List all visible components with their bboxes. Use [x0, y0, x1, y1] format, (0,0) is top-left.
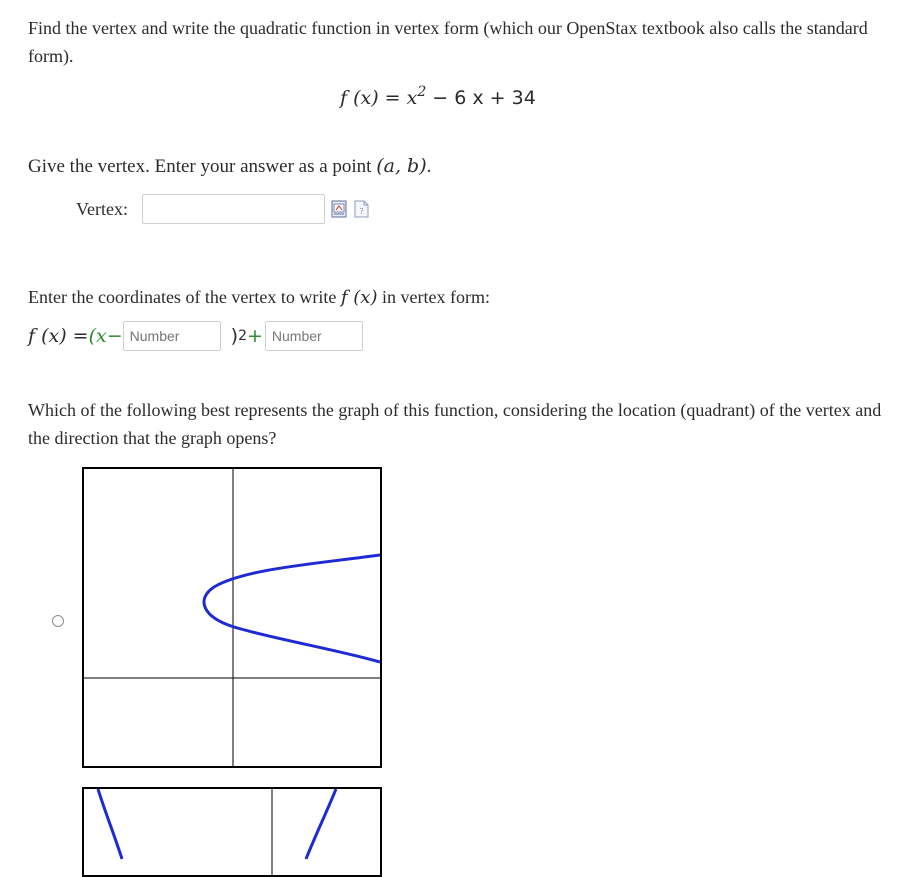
function-lhs: f (x) = x [340, 87, 418, 109]
vertex-answer-row [76, 194, 369, 224]
h-input[interactable] [123, 321, 221, 351]
preview-icon[interactable] [331, 200, 347, 218]
option-1-graph-svg [84, 469, 380, 766]
vertex-input[interactable] [142, 194, 325, 224]
option-1-radio[interactable] [52, 615, 64, 627]
svg-text:?: ? [359, 207, 364, 216]
vertex-form-lhs: f (x) = [28, 325, 89, 347]
vertex-form-exponent: 2 [238, 328, 247, 344]
vertex-form-close: ) [230, 325, 239, 347]
vertex-prompt-end: . [426, 156, 432, 177]
option-2-graph[interactable] [82, 787, 382, 877]
coords-prompt-text: Enter the coordinates of the vertex to write [28, 287, 341, 307]
vertex-prompt-text: Give the vertex. Enter your answer as a point [28, 156, 377, 177]
option-2-curve-left [98, 789, 122, 859]
option-2-graph-svg [84, 789, 380, 875]
function-equation [340, 76, 536, 115]
option-1-curve [204, 555, 380, 662]
vertex-form-row [28, 320, 363, 352]
question-intro: Find the vertex and write the quadratic function in vertex form (which our OpenStax textbook also calls the standard form). [28, 18, 868, 66]
coords-prompt-math: f (x) [340, 287, 378, 308]
vertex-form-paren: (x− [88, 325, 123, 347]
vertex-form-plus: + [246, 325, 263, 347]
function-rhs: − 6 x + 34 [426, 87, 536, 109]
help-icon[interactable] [353, 200, 369, 218]
coords-prompt-end: in vertex form: [377, 287, 490, 307]
coords-prompt [28, 283, 888, 312]
function-exponent: 2 [417, 84, 427, 100]
option-2-curve-right [306, 789, 336, 859]
k-input[interactable] [265, 321, 363, 351]
graph-prompt: Which of the following best represents the graph of this function, considering the location (quadrant) of the vertex and the direction that the graph opens? [28, 400, 882, 448]
vertex-prompt-math: (a, b) [376, 155, 427, 177]
option-1-graph[interactable] [82, 467, 382, 768]
vertex-prompt [28, 150, 888, 183]
vertex-label: Vertex: [76, 198, 128, 219]
